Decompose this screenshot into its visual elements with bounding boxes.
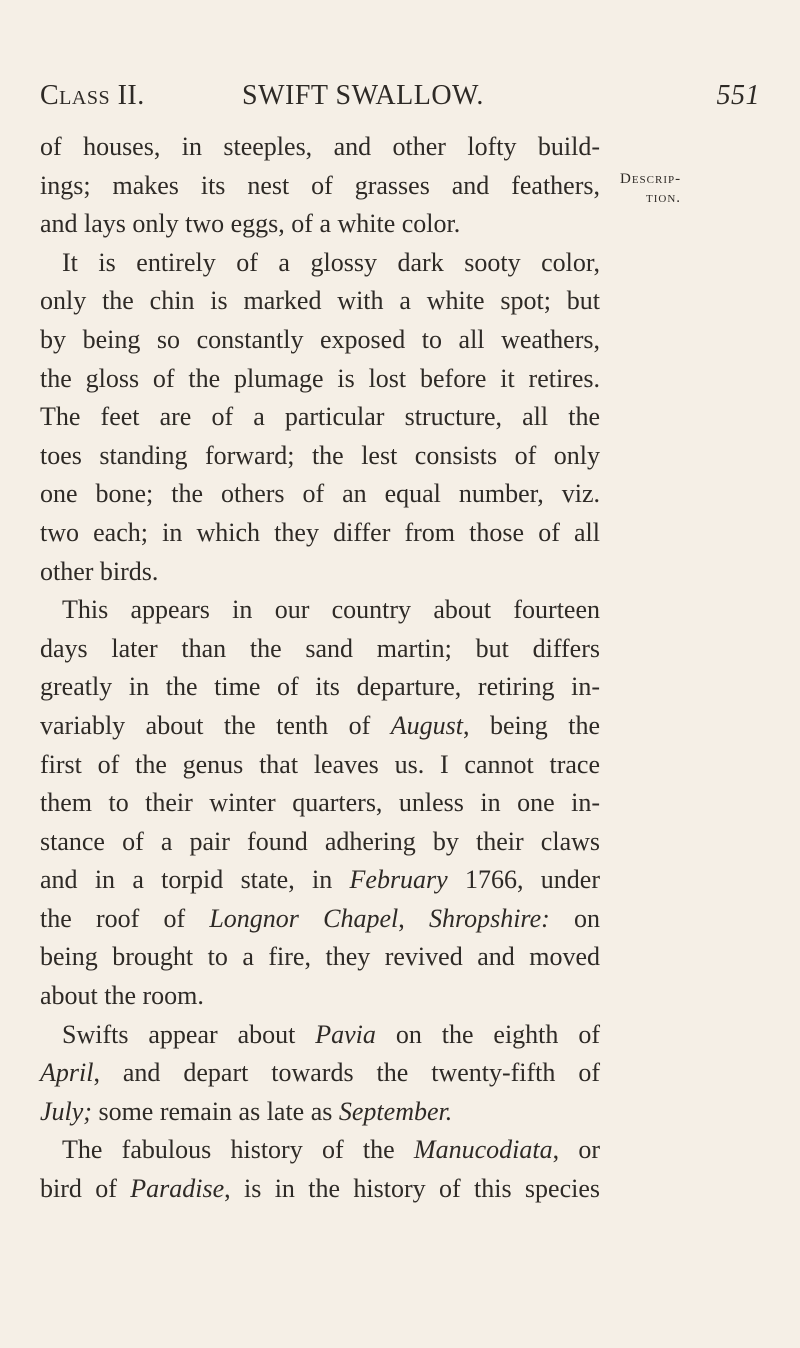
text-run: Swifts appear about <box>62 1019 316 1049</box>
text-line: and lays only two eggs, of a white color. <box>40 209 461 239</box>
text-line: ings; makes its nest of grasses and feathers, <box>40 170 600 200</box>
text-line <box>40 1131 600 1170</box>
margin-note-description <box>620 170 770 208</box>
margin-note-line: tion. <box>646 190 682 206</box>
text-line: only the chin is marked with a white spot; but <box>40 286 600 316</box>
running-header <box>40 80 760 120</box>
text-line: greatly in the time of its departure, retiring in- <box>40 672 600 702</box>
italic-term: Manucodiata <box>413 1135 553 1165</box>
text-run: , is in the history of this species <box>224 1174 601 1204</box>
text-line <box>40 1016 600 1055</box>
italic-month: September. <box>338 1096 453 1126</box>
text-run: the roof of <box>40 903 210 933</box>
text-run: 1766, under <box>447 865 600 895</box>
text-line: the gloss of the plumage is lost before it retires. <box>40 363 600 393</box>
text-run: on <box>549 903 600 933</box>
text-line: This appears in our country about fourteen <box>62 595 600 625</box>
text-line: stance of a pair found adhering by their claws <box>40 826 600 856</box>
text-line: by being so constantly exposed to all weathers, <box>40 324 600 354</box>
italic-month: July; <box>40 1096 92 1126</box>
italic-place: Longnor Chapel <box>209 903 399 933</box>
text-line: other birds. <box>40 556 159 586</box>
page-number: 551 <box>716 80 760 111</box>
text-run: , <box>398 903 429 933</box>
text-line: first of the genus that leaves us. I cannot trace <box>40 749 600 779</box>
text-line: them to their winter quarters, unless in one in- <box>40 788 600 818</box>
running-title: SWIFT SWALLOW. <box>242 80 484 111</box>
text-run: some remain as late as <box>91 1096 339 1126</box>
text-run: , or <box>552 1135 600 1165</box>
italic-month: April <box>40 1058 94 1088</box>
text-line: days later than the sand martin; but differs <box>40 633 600 663</box>
italic-term: Paradise <box>130 1174 225 1204</box>
italic-month: February <box>349 865 448 895</box>
italic-place: Pavia <box>315 1019 376 1049</box>
text-line: being brought to a fire, they revived and moved <box>40 942 600 972</box>
margin-note-line: Descrip- <box>620 171 682 187</box>
text-run: The fabulous history of the <box>62 1135 414 1165</box>
text-line: one bone; the others of an equal number, viz. <box>40 479 600 509</box>
text-run: bird of <box>40 1174 131 1204</box>
text-line <box>40 900 600 939</box>
text-run: on the eighth of <box>375 1019 600 1049</box>
text-run: , being the <box>463 710 601 740</box>
text-line <box>40 1093 600 1132</box>
italic-place: Shropshire: <box>428 903 550 933</box>
text-line <box>40 861 600 900</box>
text-line: toes standing forward; the lest consists of only <box>40 440 600 470</box>
italic-month: August <box>390 710 464 740</box>
text-line: about the room. <box>40 981 204 1011</box>
text-run: , and depart towards the twenty-fifth of <box>93 1058 600 1088</box>
text-line <box>40 1054 600 1093</box>
text-line: It is entirely of a glossy dark sooty color, <box>62 247 600 277</box>
text-run: and in a torpid state, in <box>40 865 350 895</box>
body-text <box>40 128 600 1209</box>
text-line: The feet are of a particular structure, all the <box>40 402 600 432</box>
text-line <box>40 707 600 746</box>
text-line <box>40 1170 600 1209</box>
class-label: Class II. <box>40 80 145 111</box>
text-line: of houses, in steeples, and other lofty build- <box>40 132 600 161</box>
text-run: variably about the tenth of <box>40 710 391 740</box>
text-line: two each; in which they differ from those of all <box>40 517 600 547</box>
